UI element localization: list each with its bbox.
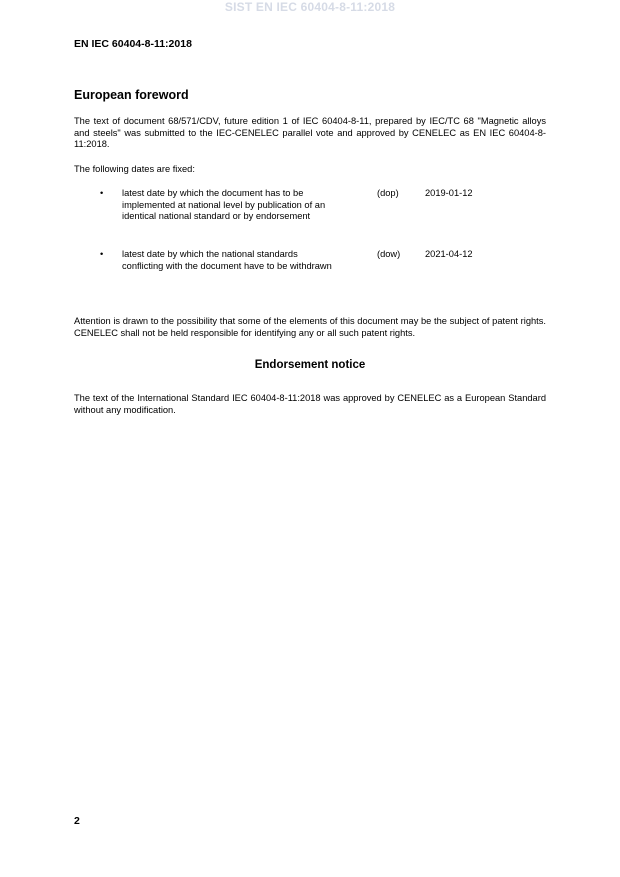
date-item-date: 2021-04-12 bbox=[425, 249, 473, 259]
page-number: 2 bbox=[74, 815, 80, 827]
bullet-marker: • bbox=[100, 188, 104, 198]
date-item-code: (dow) bbox=[377, 249, 401, 259]
endorsement-notice-title: Endorsement notice bbox=[254, 359, 366, 371]
bullet-marker: • bbox=[100, 249, 104, 259]
date-item-code: (dop) bbox=[377, 188, 399, 198]
patent-rights-paragraph: Attention is drawn to the possibility that some of the elements of this document may be the subject of patent rights. CENELEC shall not be held responsible for identifying any or all such patent rights. bbox=[74, 316, 546, 338]
dates-intro-paragraph: The following dates are fixed: bbox=[74, 164, 195, 174]
section-title-european-foreword: European foreword bbox=[74, 88, 189, 102]
date-item-description: latest date by which the national standards conflicting with the document have to be withdrawn bbox=[122, 249, 332, 271]
endorsement-paragraph: The text of the International Standard IEC 60404-8-11:2018 was approved by CENELEC as a European Standard without any modification. bbox=[74, 393, 546, 415]
watermark: SIST EN IEC 60404-8-11:2018 bbox=[224, 0, 396, 14]
document-identifier: EN IEC 60404-8-11:2018 bbox=[74, 38, 192, 50]
date-item-date: 2019-01-12 bbox=[425, 188, 473, 198]
foreword-paragraph: The text of document 68/571/CDV, future edition 1 of IEC 60404-8-11, prepared by IEC/TC 68 "Magnetic alloys and steels" was submitted to the IEC-CENELEC parallel vote and approved by CENELEC as EN IEC 60404-8-11:2018. bbox=[74, 116, 546, 150]
date-item-description: latest date by which the document has to be implemented at national level by publication of an identical national standard or by endorsement bbox=[122, 188, 326, 222]
